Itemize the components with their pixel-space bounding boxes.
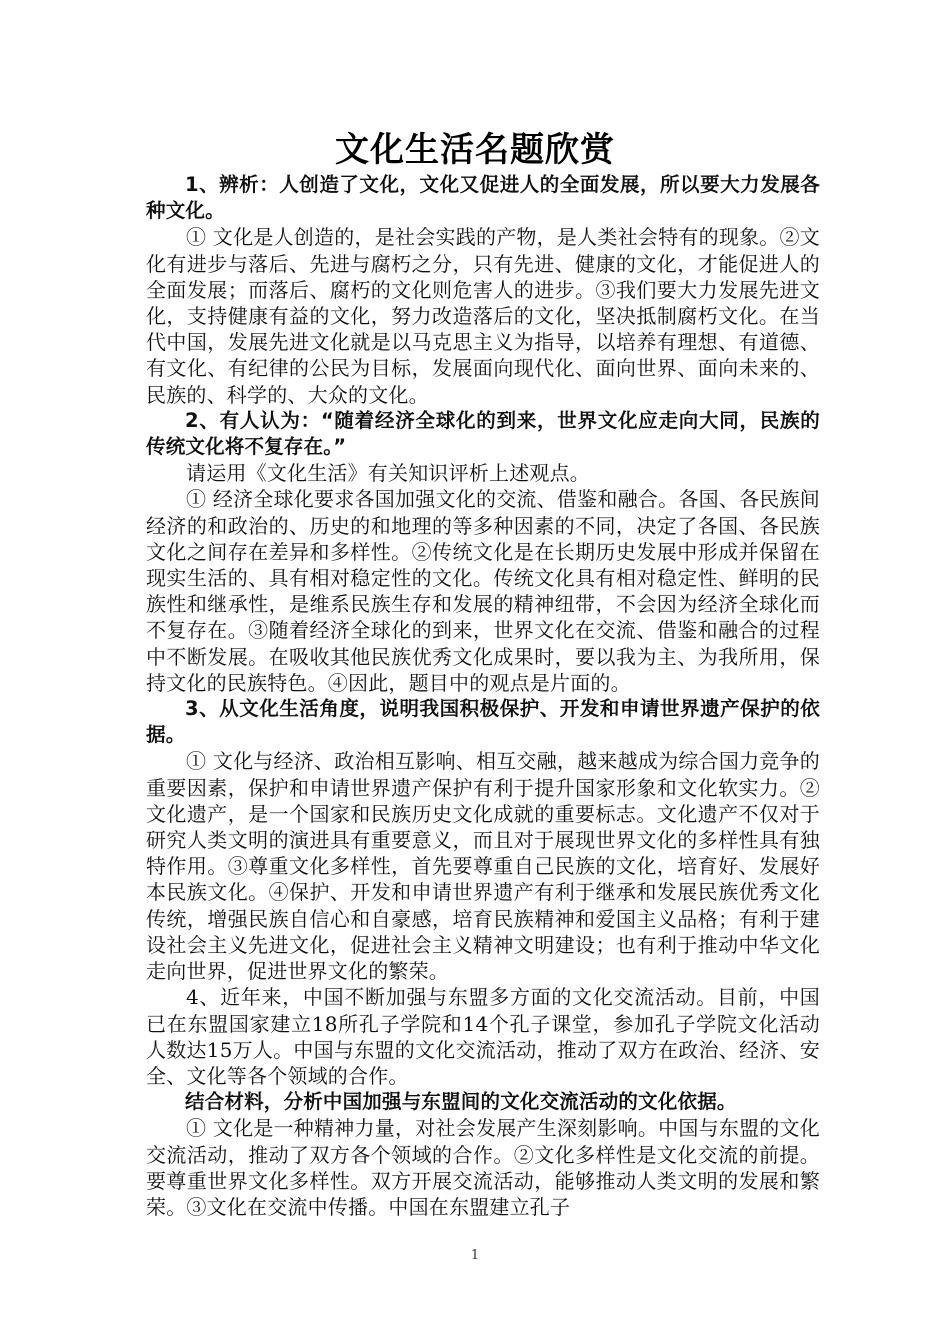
- answer-1: ① 文化是人创造的，是社会实践的产物，是人类社会特有的现象。②文化有进步与落后、先进与腐朽之分，只有先进、健康的文化，才能促进人的全面发展；而落后、腐朽的文化则危害人的进步。③我们要大力发展先进文化，支持健康有益的文化，努力改造落后的文化，坚决抵制腐朽文化。在当代中国，发展先进文化就是以马克思主义为指导，以培养有理想、有道德、有文化、有纪律的公民为目标，发展面向现代化、面向世界、面向未来的、民族的、科学的、大众的文化。: [146, 225, 820, 407]
- answer-4: ① 文化是一种精神力量，对社会发展产生深刻影响。中国与东盟的文化交流活动，推动了双方各个领域的合作。②文化多样性是文化交流的前提。要尊重世界文化多样性。双方开展交流活动，能够推动人类文明的发展和繁荣。③文化在交流中传播。中国在东盟建立孔子: [146, 1116, 820, 1219]
- question-4: 结合材料，分析中国加强与东盟间的文化交流活动的文化依据。: [185, 1090, 737, 1114]
- material-4: 4、近年来，中国不断加强与东盟多方面的文化交流活动。目前，中国已在东盟国家建立18所孔子学院和14个孔子课堂，参加孔子学院文化活动人数达15万人。中国与东盟的文化交流活动，推动了双方在政治、经济、安全、文化等各个领域的合作。: [146, 985, 820, 1088]
- answer-2: ① 经济全球化要求各国加强文化的交流、借鉴和融合。各国、各民族间经济的和政治的、历史的和地理的等多种因素的不同，决定了各国、各民族文化之间存在差异和多样性。②传统文化是在长期历史发展中形成并保留在现实生活的、具有相对稳定性的文化。传统文化具有相对稳定性、鲜明的民族性和继承性，是维系民族生存和发展的精神纽带，不会因为经济全球化而不复存在。③随着经济全球化的到来，世界文化在交流、借鉴和融合的过程中不断发展。在吸收其他民族优秀文化成果时，要以我为主、为我所用，保持文化的民族特色。④因此，题目中的观点是片面的。: [146, 487, 820, 695]
- document-body: [146, 172, 820, 1220]
- page-number: 1: [470, 1248, 480, 1263]
- question-3: 3、从文化生活角度，说明我国积极保护、开发和申请世界遗产保护的依据。: [146, 697, 820, 747]
- question-2: 2、有人认为：“随着经济全球化的到来，世界文化应走向大同，民族的传统文化将不复存在。”: [146, 408, 820, 459]
- page-title: 文化生活名题欣赏: [335, 130, 615, 170]
- question-2-instruction: 请运用《文化生活》有关知识评析上述观点。: [186, 461, 590, 486]
- answer-3: ① 文化与经济、政治相互影响、相互交融，越来越成为综合国力竞争的重要因素，保护和申请世界遗产保护有利于提升国家形象和文化软实力。②文化遗产，是一个国家和民族历史文化成就的重要标志。文化遗产不仅对于研究人类文明的演进具有重要意义，而且对于展现世界文化的多样性具有独特作用。③尊重文化多样性，首先要尊重自己民族的文化，培育好、发展好本民族文化。④保护、开发和申请世界遗产有利于继承和发展民族优秀文化传统，增强民族自信心和自豪感，培育民族精神和爱国主义品格；有利于建设社会主义先进文化，促进社会主义精神文明建设；也有利于推动中华文化走向世界，促进世界文化的繁荣。: [146, 749, 820, 984]
- question-1: 1、辨析：人创造了文化，文化又促进人的全面发展，所以要大力发展各种文化。: [146, 173, 820, 223]
